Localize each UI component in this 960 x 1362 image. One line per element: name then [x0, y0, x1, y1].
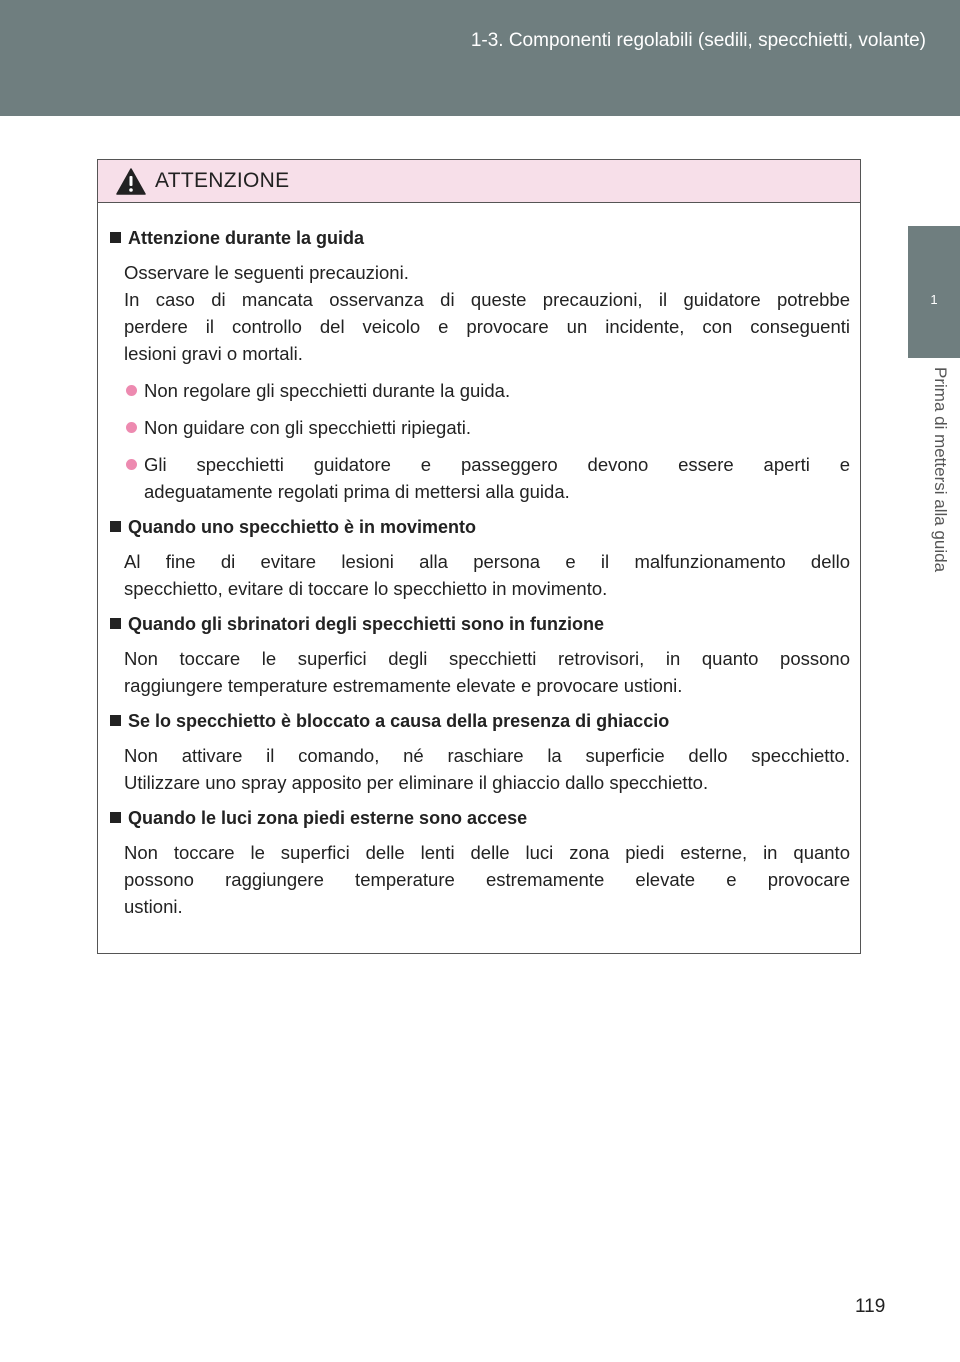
- section-heading: Quando uno specchietto è in movimento: [110, 514, 850, 540]
- square-bullet-icon: [110, 618, 121, 629]
- section-title: 1-3. Componenti regolabili (sedili, specchietti, volante): [470, 30, 926, 51]
- round-bullet-icon: [126, 385, 137, 396]
- warning-body: [98, 203, 860, 920]
- list-item: Non regolare gli specchietti durante la guida.: [110, 377, 850, 404]
- section-heading: Quando le luci zona piedi esterne sono accese: [110, 805, 850, 831]
- section-heading: Attenzione durante la guida: [110, 225, 850, 251]
- section-text: Osservare le seguenti precauzioni. In caso di mancata osservanza di queste precauzioni, il guidatore potrebbe perdere il controllo del veicolo e provocare un incidente, con conseguenti lesioni gravi o mortali.: [124, 262, 850, 364]
- warning-title: ATTENZIONE: [155, 169, 290, 192]
- page-number: 119: [855, 1296, 886, 1317]
- warning-triangle-icon: [116, 168, 146, 195]
- chapter-tab: [908, 226, 960, 358]
- chapter-number: 1: [930, 292, 938, 307]
- square-bullet-icon: [110, 715, 121, 726]
- section-text: Non toccare le superfici degli specchietti retrovisori, in quanto possono raggiungere temperature estremamente elevate e provocare ustioni.: [124, 648, 850, 696]
- square-bullet-icon: [110, 521, 121, 532]
- section-heading: Quando gli sbrinatori degli specchietti sono in funzione: [110, 611, 850, 637]
- section-heading: Se lo specchietto è bloccato a causa della presenza di ghiaccio: [110, 708, 850, 734]
- warning-header: [98, 160, 860, 203]
- round-bullet-icon: [126, 459, 137, 470]
- section-text: Al fine di evitare lesioni alla persona e il malfunzionamento dello specchietto, evitare di toccare lo specchietto in movimento.: [124, 551, 850, 599]
- list-item: Non guidare con gli specchietti ripiegati.: [110, 414, 850, 441]
- square-bullet-icon: [110, 812, 121, 823]
- section-text: Non attivare il comando, né raschiare la superficie dello specchietto. Utilizzare uno spray apposito per eliminare il ghiaccio dallo specchietto.: [124, 745, 850, 793]
- chapter-label: Prima di mettersi alla guida: [931, 367, 950, 573]
- round-bullet-icon: [126, 422, 137, 433]
- list-item: Gli specchietti guidatore e passeggero devono essere aperti e adeguatamente regolati prima di mettersi alla guida.: [110, 451, 850, 505]
- warning-box: [97, 159, 861, 954]
- header-bar: [0, 0, 960, 116]
- section-text: Non toccare le superfici delle lenti delle luci zona piedi esterne, in quanto possono raggiungere temperature estremamente elevate e provocare ustioni.: [124, 842, 850, 917]
- square-bullet-icon: [110, 232, 121, 243]
